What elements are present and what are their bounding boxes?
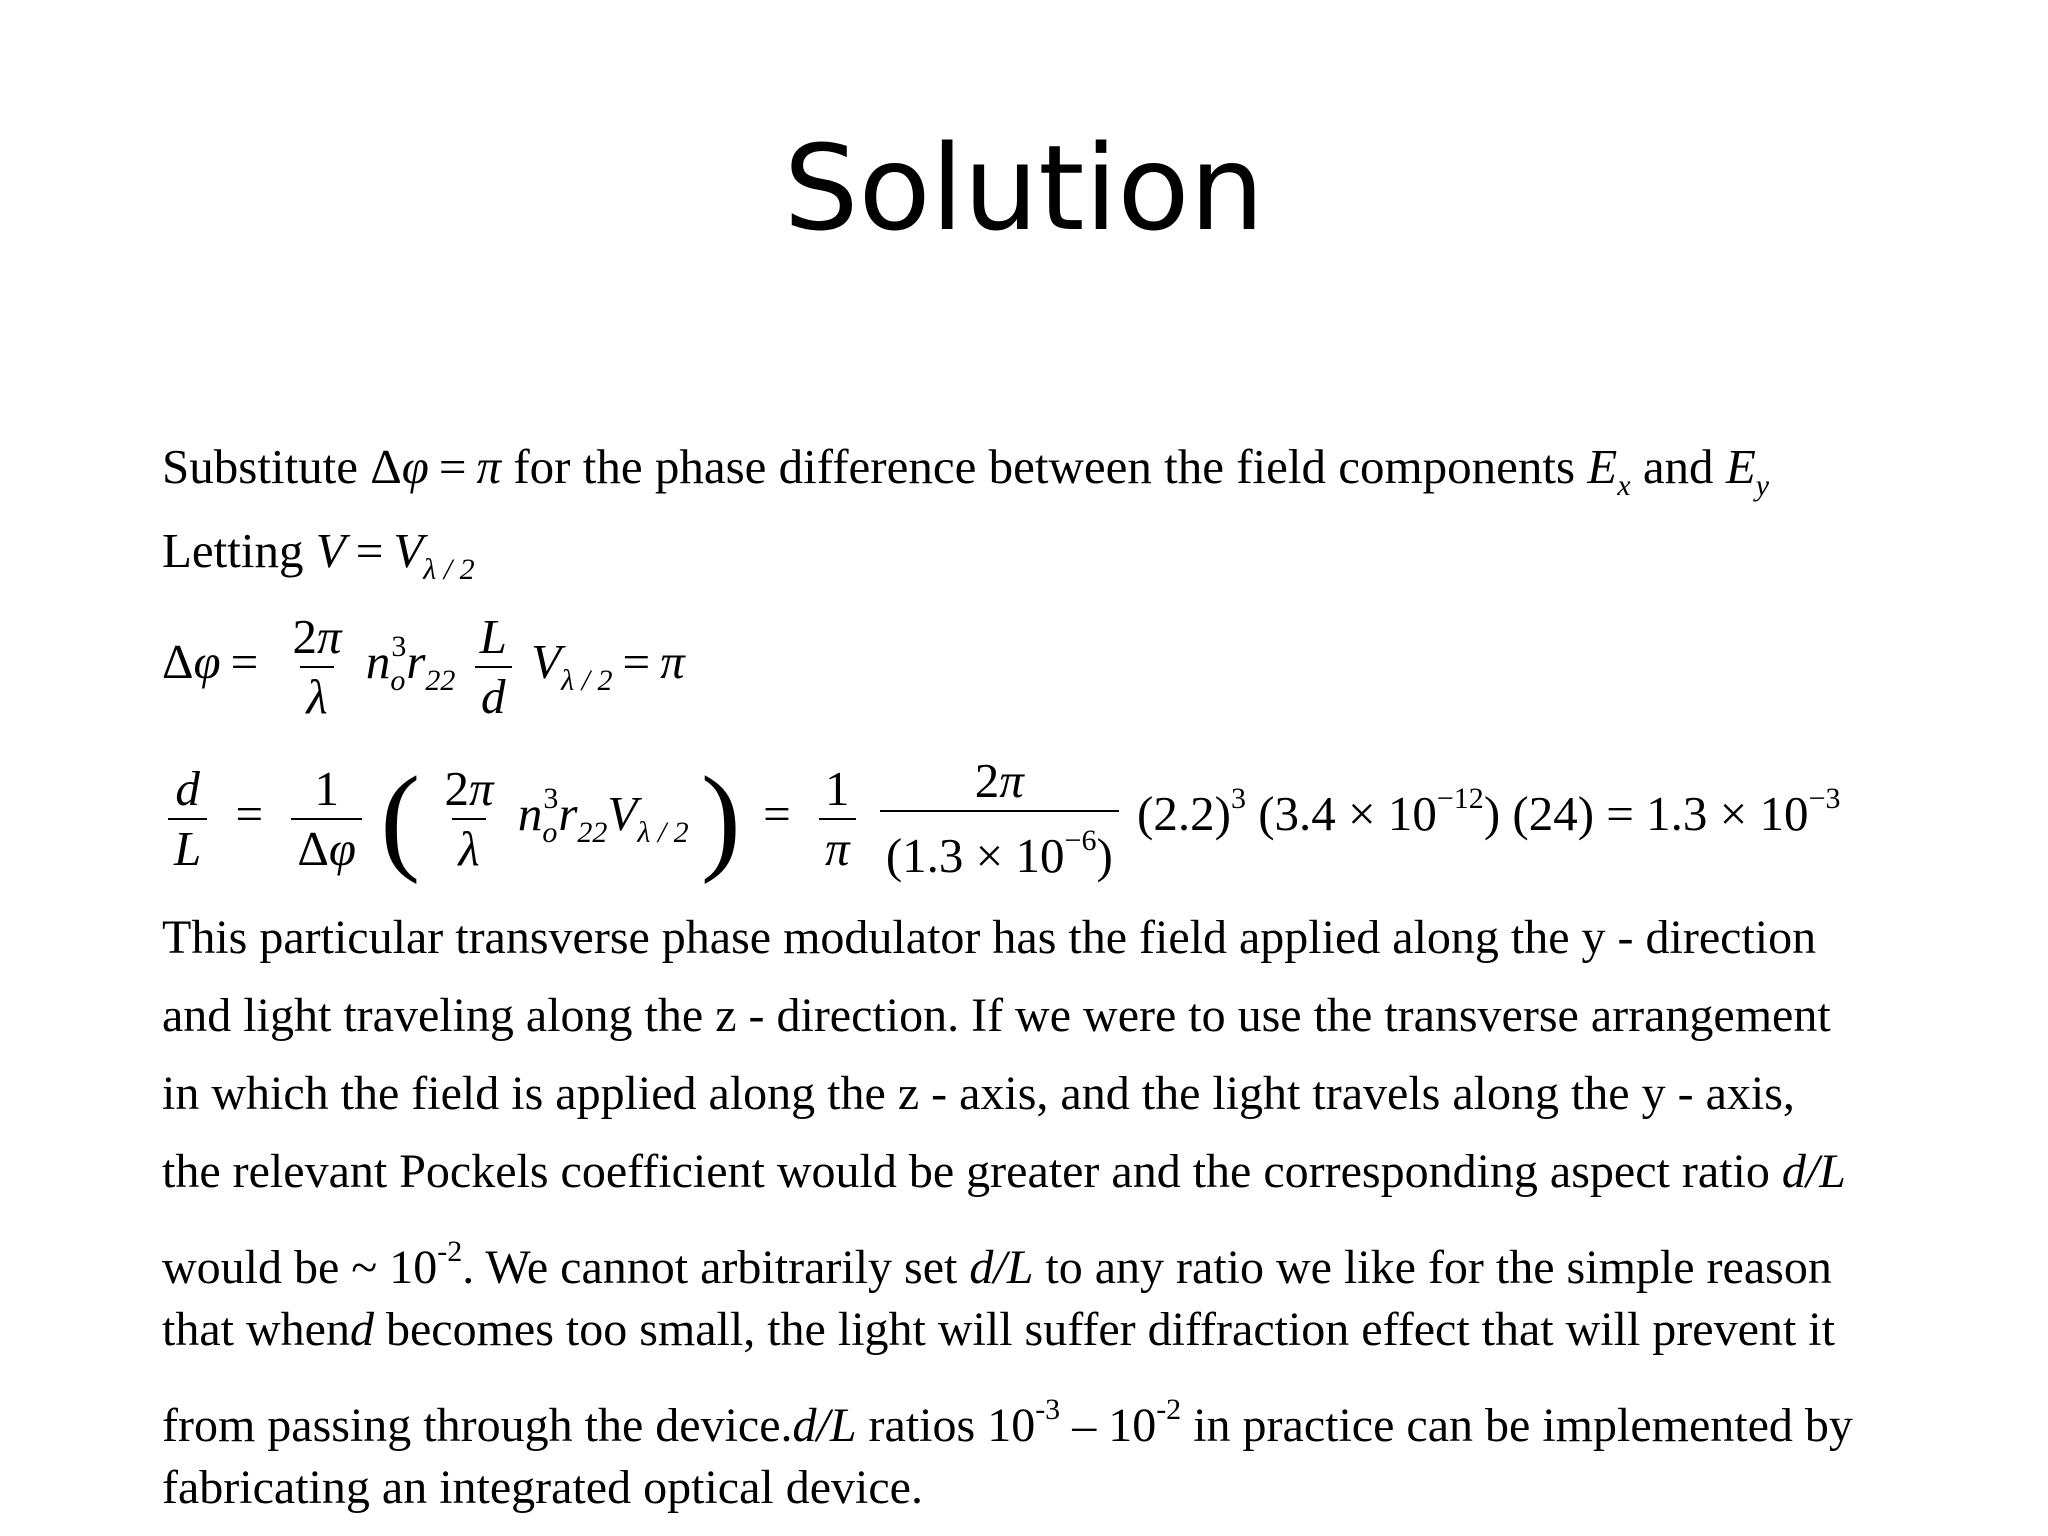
paragraph-line-4: the relevant Pockels coefficient would be greater and the corresponding aspect ratio d/L <box>162 1145 1846 1198</box>
fraction-2pi-lambda-value: $\frac{2\pi}{(1.3 \times 10^{-6})}$ <box>880 752 1119 885</box>
fraction-1-delta-phi: $\frac{1}{\Delta\varphi}$ <box>291 760 362 878</box>
letting-label: Letting <box>162 523 304 578</box>
fraction-2pi-lambda: $\frac{2\pi}{\lambda}$ <box>292 609 342 724</box>
ex-symbol: $E_x$ <box>1587 439 1631 502</box>
slide-title: Solution <box>783 119 1265 257</box>
r-coefficient: $(3.4 \times 10^{-12})$ <box>1258 781 1501 841</box>
paragraph-line-3: in which the field is applied along the z - axis, and the light travels along the y - axis, <box>162 1067 1795 1120</box>
paragraph-line-2: and light traveling along the z - direction. If we were to use the transverse arrangement <box>162 989 1831 1042</box>
ey-symbol: $E_y$ <box>1725 439 1770 502</box>
equation-delta-phi: Δφ = $\frac{2\pi}{\lambda}$ $n_o^3r_{22}$ $\frac{L}{d}$ $V_{\lambda / 2} = \pi$ <box>162 609 685 724</box>
base-value: $(2.2)^3$ <box>1137 781 1246 841</box>
paragraph-line-7: from passing through the device.d/L ratios $10^{-3} - 10^{-2}$ in practice can be implemented by <box>162 1393 1853 1452</box>
paragraph-line-1: This particular transverse phase modulator has the field applied along the y - direction <box>162 911 1817 964</box>
paragraph-line-5: would be ~ $10^{-2}$. We cannot arbitrarily set d/L to any ratio we like for the simple reason <box>162 1235 1832 1294</box>
paragraph-line-6: that whend becomes too small, the light will suffer diffraction effect that will prevent it <box>162 1303 1835 1356</box>
substitute-label: Substitute <box>162 439 359 494</box>
result-value: = $1.3 \times 10^{-3}$ <box>1606 781 1841 841</box>
ratio-value: (24) <box>1512 785 1595 841</box>
phase-difference-text: for the phase difference between the field components <box>513 439 1576 494</box>
v-eq-vhalf: $V = V_{\lambda / 2}$ <box>315 523 475 586</box>
line-letting <box>162 522 475 587</box>
fraction-L-d: $\frac{L}{d}$ <box>474 608 513 726</box>
fraction-1-pi: $\frac{1}{\pi}$ <box>819 760 856 878</box>
fraction-d-L: $\frac{d}{L}$ <box>168 760 207 878</box>
equation-d-over-L: $\frac{d}{L}$ = $\frac{1}{\Delta\varphi}$ ( $\frac{2\pi}{\lambda}$ $n_o^3r_{22}V_{\lambda / 2}$ ) = $\frac{1}{\pi}$ $\frac{2\pi}{(1.3 \times 10^{-6})}$ $(2.2)^3$ $(3.4 \times 10^{-12})$ $(24) = 1.3 \times 10^{-3}$ <box>162 752 1840 885</box>
paragraph-line-8: fabricating an integrated optical device. <box>162 1461 923 1514</box>
line-substitute <box>162 438 1769 503</box>
and-text: and <box>1642 439 1714 494</box>
delta-phi-eq-pi: Δφ = π <box>370 439 502 494</box>
